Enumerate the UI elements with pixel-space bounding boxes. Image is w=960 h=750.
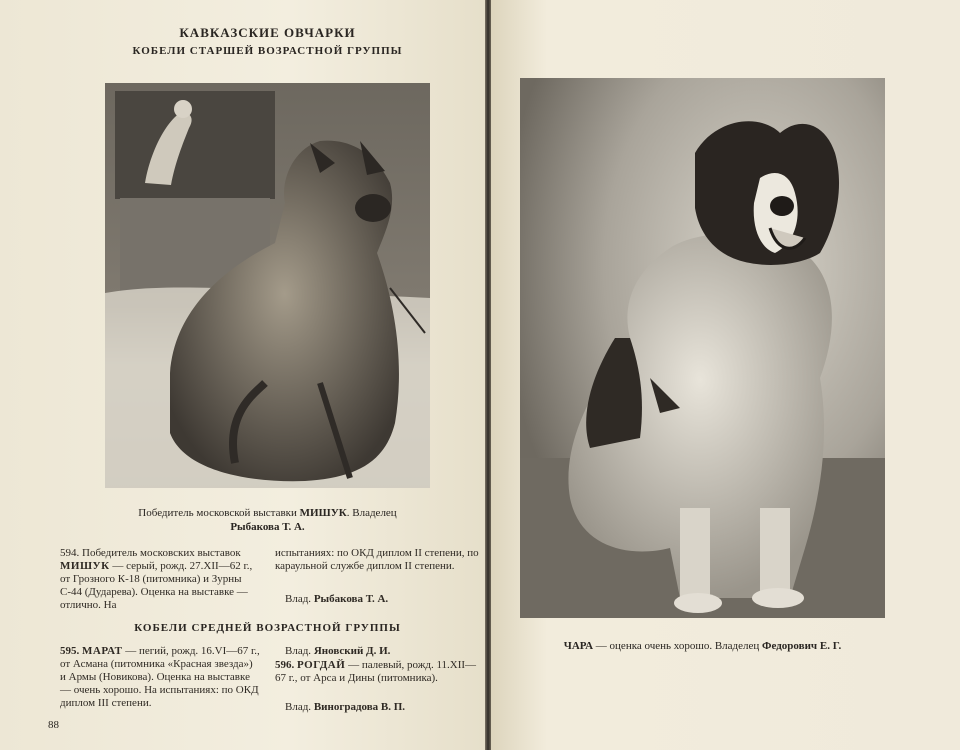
owner-label: Влад. <box>285 701 314 713</box>
photo-mishuk <box>105 83 430 488</box>
caption-owner: Федорович Е. Г. <box>762 640 842 652</box>
owner-label: Влад. <box>285 593 314 605</box>
entry-dog-name: МАРАТ <box>82 645 123 657</box>
owner-name: Рыбакова Т. А. <box>313 593 389 605</box>
caption-dog-name: ЧАРА <box>563 640 594 652</box>
owner-name: Яновский Д. И. <box>313 645 391 657</box>
dog-photo-chara <box>520 78 885 618</box>
caption-dog-name: МИШУК <box>299 507 347 519</box>
caption-text: — оценка очень хорошо. Владелец <box>593 640 763 652</box>
entry-594 <box>60 547 260 612</box>
entry-text: — палевый, рожд. 11.XII—67 г., от Арса и Дины (питомника). <box>275 659 477 684</box>
owner-name: Виноградова В. П. <box>313 701 406 713</box>
entry-dog-name: РОГДАЙ <box>297 659 346 671</box>
caption-prefix: Победитель московской выставки <box>138 507 300 519</box>
entry-text: — серый, рожд. 27.XII—62 г., от Грозного К-18 (питомника) и Зурны С-44 (Дударева). Оценка на выставке — отлично. На <box>60 560 253 611</box>
owner-label: Влад. <box>285 645 314 657</box>
entry-number: 594. <box>60 547 80 559</box>
dog-photo-mishuk <box>105 83 430 488</box>
entry-text: — пегий, рожд. 16.VI—67 г., от Асмана (питомника «Красная звезда») и Армы (Новикова). Оценка на выставке — очень хорошо. На испытаниях: по ОКД диплом III степени. <box>60 645 260 709</box>
photo-chara <box>520 78 885 618</box>
entry-594-owner <box>285 593 483 606</box>
entry-dog-name: МИШУК <box>60 560 110 572</box>
entry-595-owner <box>285 645 483 658</box>
entry-number: 595. <box>60 645 80 657</box>
caption-owner: Рыбакова Т. А. <box>230 521 305 533</box>
caption-owner-label: . Владелец <box>346 507 397 519</box>
entry-number: 596. <box>275 659 295 671</box>
section-heading-senior: КОБЕЛИ СТАРШЕЙ ВОЗРАСТНОЙ ГРУППЫ <box>132 45 403 57</box>
entry-594-continued: испытаниях: по ОКД диплом II степени, по караульной службе диплом II степени. <box>275 547 479 572</box>
page-title: КАВКАЗСКИЕ ОВЧАРКИ <box>179 25 356 40</box>
page-number: 88 <box>48 719 59 731</box>
entry-596 <box>275 659 483 685</box>
entry-596-owner <box>285 701 483 714</box>
photo-caption-chara <box>520 640 885 652</box>
entry-text: Победитель московских выставок <box>79 547 241 559</box>
photo-caption-mishuk <box>105 506 430 534</box>
entry-595 <box>60 645 260 710</box>
section-heading-middle: КОБЕЛИ СРЕДНЕЙ ВОЗРАСТНОЙ ГРУППЫ <box>134 622 401 634</box>
